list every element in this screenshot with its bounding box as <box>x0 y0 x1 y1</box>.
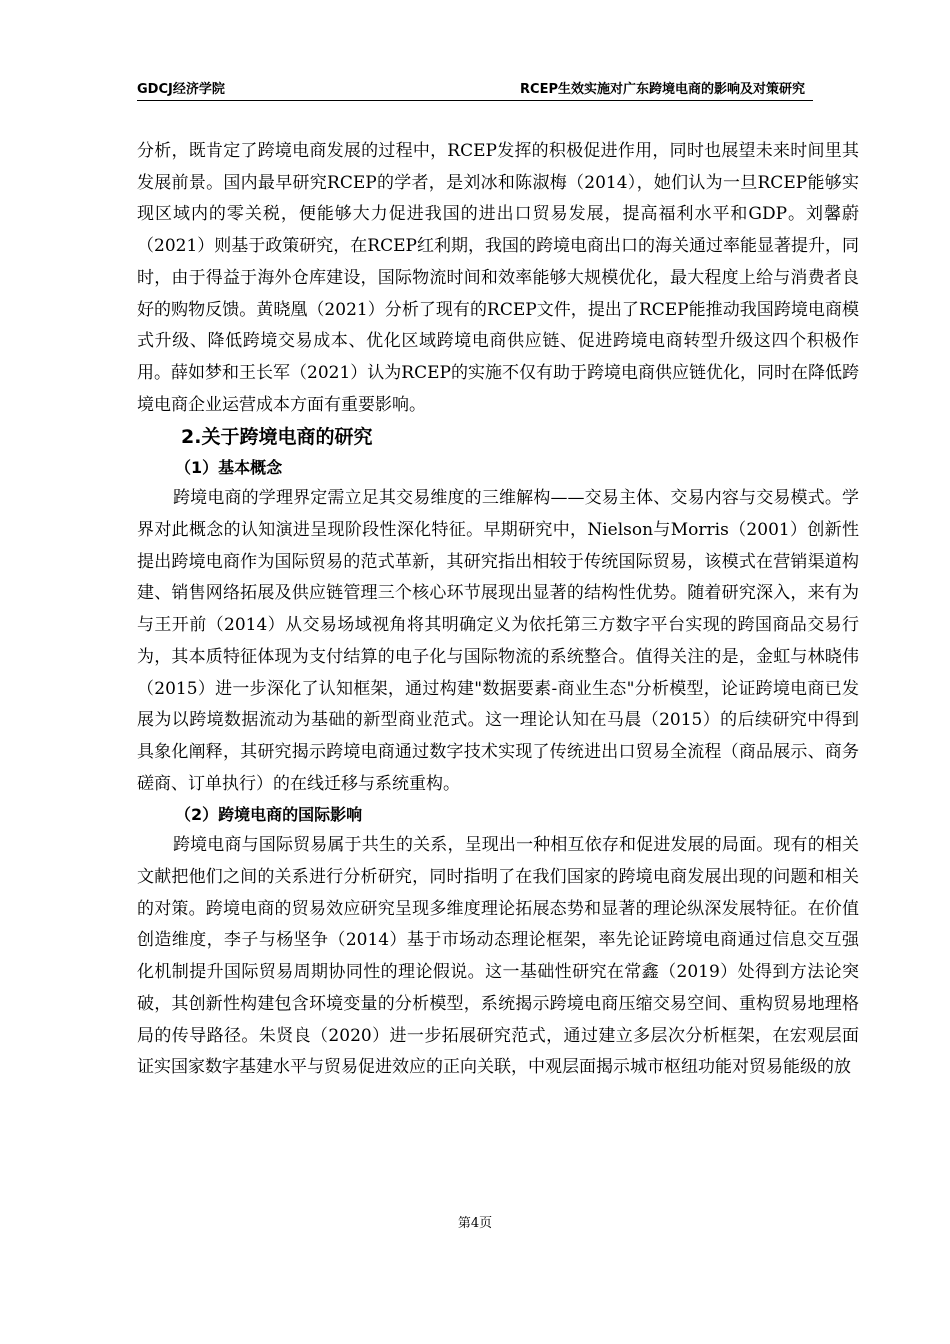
section-heading: 2.关于跨境电商的研究 <box>181 426 373 449</box>
subsection-heading-international-impact: （2）跨境电商的国际影响 <box>175 805 363 825</box>
paragraph-basic-concept: 跨境电商的学理界定需立足其交易维度的三维解构——交易主体、交易内容与交易模式。学界对此概念的认知演进呈现阶段性深化特征。早期研究中，Nielson与Morris（2001）创新性提出跨境电商作为国际贸易的范式革新，其研究指出相较于传统国际贸易，该模式在营销渠道构建、销售网络拓展及供应链管理三个核心环节展现出显著的结构性优势。随着研究深入，来有为与王开前（2014）从交易场域视角将其明确定义为依托第三方数字平台实现的跨国商品交易行为，其本质特征体现为支付结算的电子化与国际物流的系统整合。值得关注的是，金虹与林晓伟（2015）进一步深化了认知框架，通过构建"数据要素-商业生态"分析模型，论证跨境电商已发展为以跨境数据流动为基础的新型商业范式。这一理论认知在马晨（2015）的后续研究中得到具象化阐释，其研究揭示跨境电商通过数字技术实现了传统进出口贸易全流程（商品展示、商务磋商、订单执行）的在线迁移与系统重构。 <box>137 488 859 794</box>
page-body <box>137 136 859 1084</box>
paragraph-rcep-review: 分析，既肯定了跨境电商发展的过程中，RCEP发挥的积极促进作用，同时也展望未来时间里其发展前景。国内最早研究RCEP的学者，是刘冰和陈淑梅（2014），她们认为一旦RCEP能够实现区域内的零关税，便能够大力促进我国的进出口贸易发展，提高福利水平和GDP。刘馨蔚（2021）则基于政策研究，在RCEP红利期，我国的跨境电商出口的海关通过率能显著提升，同时，由于得益于海外仓库建设，国际物流时间和效率能够大规模优化，最大程度上给与消费者良好的购物反馈。黄晓凰（2021）分析了现有的RCEP文件，提出了RCEP能推动我国跨境电商模式升级、降低跨境交易成本、优化区域跨境电商供应链、促进跨境电商转型升级这四个积极作用。薛如梦和王长军（2021）认为RCEP的实施不仅有助于跨境电商供应链优化，同时在降低跨境电商企业运营成本方面有重要影响。 <box>137 141 859 415</box>
paragraph-international-impact: 跨境电商与国际贸易属于共生的关系，呈现出一种相互依存和促进发展的局面。现有的相关文献把他们之间的关系进行分析研究，同时指明了在我们国家的跨境电商发展出现的问题和相关的对策。跨境电商的贸易效应研究呈现多维度理论拓展态势和显著的理论纵深发展特征。在价值创造维度，李子与杨坚争（2014）基于市场动态理论框架，率先论证跨境电商通过信息交互强化机制提升国际贸易周期协同性的理论假说。这一基础性研究在常鑫（2019）处得到方法论突破，其创新性构建包含环境变量的分析模型，系统揭示跨境电商压缩交易空间、重构贸易地理格局的传导路径。朱贤良（2020）进一步拓展研究范式，通过建立多层次分析框架，在宏观层面证实国家数字基建水平与贸易促进效应的正向关联，中观层面揭示城市枢纽功能对贸易能级的放 <box>137 835 859 1078</box>
page-header <box>137 78 813 101</box>
header-title: RCEP生效实施对广东跨境电商的影响及对策研究 <box>520 82 805 97</box>
page-number: 第4页 <box>457 1216 493 1231</box>
subsection-heading-basic-concept: （1）基本概念 <box>175 458 283 478</box>
header-institution: GDCJ经济学院 <box>137 82 225 97</box>
